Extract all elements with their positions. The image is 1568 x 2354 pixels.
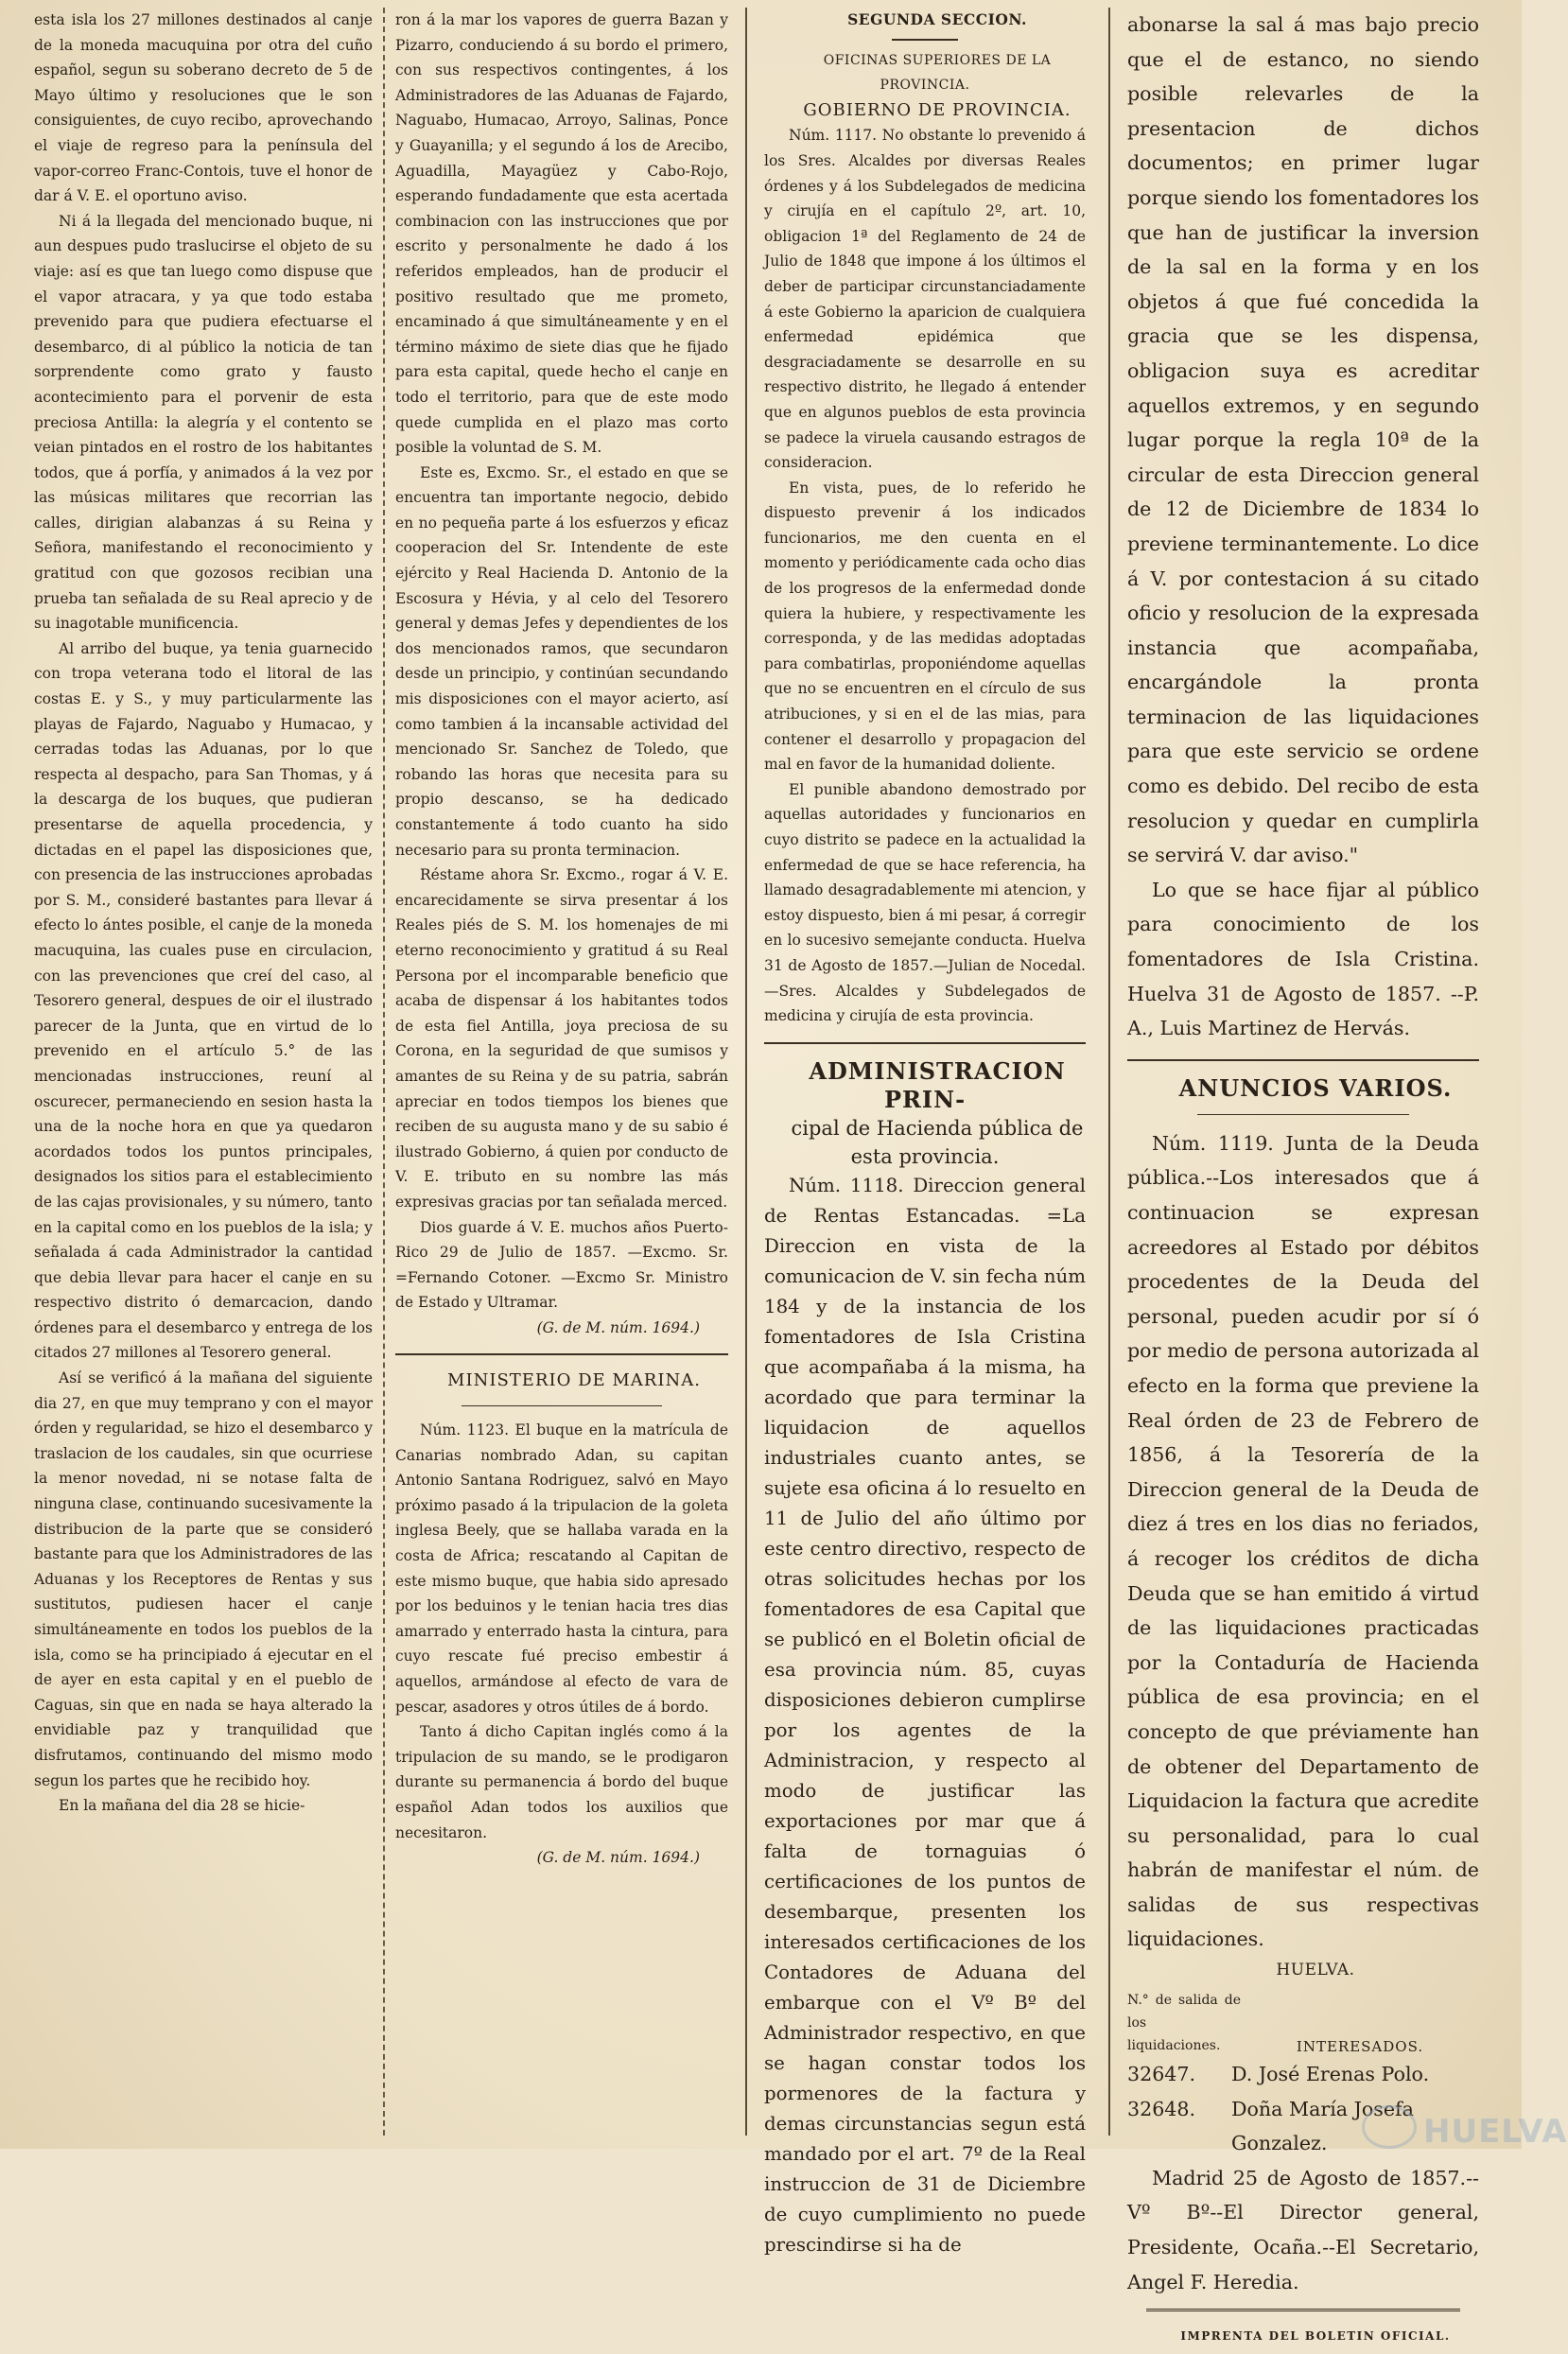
col1-paragraph: En la mañana del dia 28 se hicie- [59,1797,305,1815]
interesado-name: D. José Erenas Polo. [1231,2063,1430,2086]
anuncios-paragraph: Núm. 1119. Junta de la Deuda pública.--Los interesados que á continuacion se expresan acreedores al Estado por débitos procedentes de la Deuda del personal, pueden acudir por sí ó por medio de persona autorizada al efecto en la forma que previene la Real órden de 23 de Febrero de 1856, á la Tesorería de la Direccion general de la Deuda de diez á tres en los dias no feriados, á recoger los créditos de dicha Deuda que se han emitido á virtud de las liquidaciones practicadas por la Contaduría de Hacienda pública de esa provincia; en el concepto de que préviamente han de obtener del Departamento de Liquidacion la factura que acredite su personalidad, para lo cual habrán de manifestar el núm. de salidas de sus respectivas liquidaciones. [1127,1131,1479,1951]
gobierno-heading: GOBIERNO DE PROVINCIA. [803,99,1071,120]
oficinas-subtitle: OFICINAS SUPERIORES DE LA PROVINCIA. [823,52,1052,94]
heading-rule [462,1405,661,1406]
marina-paragraph: Tanto á dicho Capitan inglés como á la tripulacion de su mando, se le prodigaron durante su permanencia á bordo del buque español Adan todos los auxilios que necesitaron. [395,1723,728,1841]
column-2 [395,8,728,2140]
column-1 [34,8,373,2140]
heading-rule [892,39,958,41]
col4-paragraph: abonarse la sal á mas bajo precio que el de estanco, no siendo posible relevarles de la presentacion de dichos documentos; en primer lugar porque siendo los fomentadores los que han de justificar la inversion de la sal en la forma y en los objetos á que fué concedida la gracia que se les dispensa, obligacion suya es acreditar aquellos extremos, y en segundo lugar porque la regla 10ª de la circular de esta Direccion general de 12 de Diciembre de 1834 lo previene terminantemente. Lo dice á V. por contestacion á su citado oficio y resolucion de la expresada instancia que acompañaba, encargándole la pronta terminacion de las liquidaciones para que este servicio se ordene como es debido. Del recibo de esta resolucion y quedar en cumplirla se servirá V. dar aviso." [1127,13,1479,867]
administracion-subheading: cipal de Hacienda pública de esta provincia. [791,1116,1084,1168]
liquidations-table-header [1127,1989,1479,2057]
segunda-seccion-heading: SEGUNDA SECCION. [847,10,1027,28]
col2-paragraph: Dios guarde á V. E. muchos años Puerto-Rico 29 de Julio de 1857. —Excmo. Sr. =Fernando Cotoner. —Excmo Sr. Ministro de Estado y Ultramar. [395,1218,728,1312]
gobierno-paragraph: Núm. 1117. No obstante lo prevenido á los Sres. Alcaldes por diversas Reales órdenes y á los Subdelegados de medicina y cirujía en el capítulo 2º, art. 10, obligacion 1ª del Reglamento de 24 de Julio de 1848 que impone á los últimos el deber de participar circunstanciadamente á este Gobierno la aparicion de cualquiera enfermedad epidémica que desgraciadamente se desarrolle en su respectivo distrito, he llegado á entender que en algunos pueblos de esta provincia se padece la viruela causando estragos de consideracion. [764,127,1086,472]
watermark-seal-icon [1362,2105,1417,2149]
interesados-column-heading: INTERESADOS. [1296,2038,1424,2056]
col1-paragraph: Al arribo del buque, ya tenia guarnecido con tropa veterana todo el litoral de las costas E. y S., y muy particularmente las playas de Fajardo, Naguabo y Humacao, y cerradas todas las Aduanas, por lo que respecta al despacho, para San Thomas, y á la descarga de los buques, que pudieran presentarse de aquella procedencia, y dictadas en el papel las disposiciones que, con presencia de las instrucciones aprobadas por S. M., consideré bastantes para llevar á efecto lo ántes posible, el canje de la moneda macuquina, las cuales puse en circulacion, con las prevenciones que creí del caso, al Tesorero general, despues de oir el ilustrado parecer de la Junta, que en virtud de lo prevenido en el artículo 5.° de las mencionadas instrucciones, reuní al oscurecer, permaneciendo en sesion hasta la una de la noche hora en que ya quedaron acordados todos los puntos principales, designados los sitios para el establecimiento de las cajas provisionales, y su número, tanto en la capital como en los pueblos de la isla; y señalada á cada Administrador la cantidad que debia llevar para hacer el canje en su respectivo distrito ó demarcacion, dando órdenes para el desembarco y entrega de los citados 27 millones al Tesorero general. [34,639,373,1362]
imprenta-footer: IMPRENTA DEL BOLETIN OFICIAL. [1180,2329,1451,2344]
salida-number: 32648. [1127,2097,1196,2120]
column-divider [745,8,747,2136]
huelva-label: HUELVA. [1276,1961,1355,1980]
salidas-column-heading: N.° de salida de los liquidaciones. [1127,1993,1241,2054]
section-rule [395,1353,728,1355]
section-rule [1127,1059,1479,1061]
gobierno-paragraph: El punible abandono demostrado por aquellas autoridades y funcionarios en cuyo distrito se padece en la actualidad la enfermedad de que se hace referencia, ha llamado desagradablemente mi atencion, y estoy dispuesto, bien á mi pesar, á corregir en lo sucesivo semejante conducta. Huelva 31 de Agosto de 1857.—Julian de Nocedal.—Sres. Alcaldes y Subdelegados de medicina y cirujía de esta provincia. [764,780,1086,1025]
watermark-text: HUELVA [1423,2113,1568,2151]
col4-paragraph: Lo que se hace fijar al público para conocimiento de los fomentadores de Isla Cristina. Huelva 31 de Agosto de 1857. --P. A., Luis Martinez de Hervás. [1127,878,1479,1040]
gazette-reference: (G. de M. núm. 1694.) [536,1318,700,1336]
gobierno-paragraph: En vista, pues, de lo referido he dispuesto prevenir á los indicados funcionarios, me den cuenta en el momento y periódicamente cada ocho dias de los progresos de la enfermedad donde quiera la hubiere, y respectivamente les corresponda, y de las medidas adoptadas para combatirlas, proponiéndome aquellas que no se encuentren en el círculo de sus atribuciones, y si en el de las mias, para contener el desarrollo y propagacion del mal en favor de la humanidad doliente. [764,479,1086,774]
footer-rule [1146,2309,1460,2311]
table-row [1127,2057,1479,2092]
col1-paragraph: esta isla los 27 millones destinados al canje de la moneda macuquina por otra del cuño español, segun su soberano decreto de 5 de Mayo último y resoluciones que le son consiguientes, de cuyo recibo, aprovechando el viaje de regreso para la península del vapor-correo Franc-Contois, tuve el honor de dar á V. E. el oportuno aviso. [34,11,373,205]
column-divider [383,8,385,2136]
column-3 [764,8,1086,2256]
marina-paragraph: Núm. 1123. El buque en la matrícula de Canarias nombrado Adan, su capitan Antonio Santana Rodriguez, salvó en Mayo próximo pasado á la tripulacion de la goleta inglesa Beely, que se hallaba varada en la costa de Africa; rescatando al Capitan de este mismo buque, que habia sido apresado por los beduinos y le tenian hacia tres dias amarrado y enterrado hasta la cintura, para cuyo rescate fué preciso embestir á aquellos, armándose al efecto de vara de pescar, asadores y otros útiles de á bordo. [395,1421,728,1716]
administracion-heading: ADMINISTRACION PRIN- [809,1056,1066,1113]
anuncios-heading: ANUNCIOS VARIOS. [1178,1073,1453,1102]
col2-paragraph: ron á la mar los vapores de guerra Bazan y Pizarro, conduciendo á su bordo el primero, con sus respectivos contingentes, á los Administradores de las Aduanas de Fajardo, Naguabo, Humacao, Arroyo, Salinas, Ponce y Guayanilla; y el segundo á los de Arecibo, Aguadilla, Mayagüez y Cabo-Rojo, esperando fundadamente que esta acertada combinacion con las instrucciones que por escrito y personalmente he dado á los referidos empleados, han de producir el positivo resultado que me prometo, encaminado á que simultáneamente y en el término máximo de siete dias que he fijado para esta capital, quede hecho el canje en todo el territorio, para que de este modo quede cumplida en el plazo mas corto posible la voluntad de S. M. [395,11,728,457]
interesado-name: Doña María Josefa Gonzalez. [1231,2097,1414,2155]
col2-paragraph: Réstame ahora Sr. Excmo., rogar á V. E. encarecidamente se sirva presentar á los Reales piés de S. M. los homenajes de mi eterno reconocimiento y gratitud á su Real Persona por el incomparable beneficio que acaba de dispensar á los habitantes todos de esta fiel Antilla, joya preciosa de su Corona, en la seguridad de que sumisos y amantes de su Reina y de su patria, sabrán apreciar en todos tiempos los bienes que reciben de su augusta mano y de su sabio é ilustrado Gobierno, á quien por conducto de V. E. tributo en su nombre las más expresivas gracias por tan señalada merced. [395,866,728,1211]
heading-rule [1197,1114,1408,1115]
section-rule [764,1042,1086,1044]
closing-paragraph: Madrid 25 de Agosto de 1857.--Vº Bº--El Director general, Presidente, Ocaña.--El Secretario, Angel F. Heredia. [1127,2166,1479,2293]
administracion-paragraph: Núm. 1118. Direccion general de Rentas Estancadas. =La Direccion en vista de la comunicacion de V. sin fecha núm 184 y de la instancia de los fomentadores de Isla Cristina que acompañaba á la misma, ha acordado que para terminar la liquidacion de aquellos industriales cuanto antes, se sujete esa oficina á lo resuelto en 11 de Julio del año último por este centro directivo, respecto de otras solicitudes hechas por los fomentadores de esa Capital que se publicó en el Boletin oficial de esa provincia núm. 85, cuyas disposiciones debieron cumplirse por los agentes de la Administracion, y respecto al modo de justificar las exportaciones por mar que á falta de tornaguias ó certificaciones de los puntos de desembarque, presenten los interesados certificaciones de los Contadores de Aduana del embarque con el Vº Bº del Administrador respectivo, en que se hagan constar todos los pormenores de la factura y demas circunstancias segun está mandado por el art. 7º de la Real instruccion de 31 de Diciembre de cuyo cumplimiento no puede prescindirse si ha de [764,1174,1086,2256]
ministerio-marina-heading: MINISTERIO DE MARINA. [447,1370,701,1391]
salida-number: 32647. [1127,2063,1196,2086]
col1-paragraph: Ni á la llegada del mencionado buque, ni aun despues pudo traslucirse el objeto de su viaje: así es que tan luego como dispuse que el vapor atracara, y ya que todo estaba prevenido para que pudiera efectuarse el desembarco, di al público la noticia de tan sorprendente como grato y fausto acontecimiento para el porvenir de esta preciosa Antilla: la alegría y el contento se veian pintados en el rostro de los habitantes todos, que á porfía, y animados á la vez por las músicas militares que recorrian las calles, dirigian alabanzas á su Reina y Señora, manifestando el reconocimiento y gratitud con que gozosos recibian una prueba tan señalada de su Real aprecio y de su inagotable munificencia. [34,212,373,633]
column-divider [1108,8,1110,2136]
gazette-reference: (G. de M. núm. 1694.) [536,1849,700,1867]
col2-paragraph: Este es, Excmo. Sr., el estado en que se encuentra tan importante negocio, debido en no pequeña parte á los esfuerzos y eficaz cooperacion del Sr. Intendente de este ejército y Real Hacienda D. Antonio de la Escosura y Hévia, y al celo del Tesorero general y demas Jefes y dependientes de los dos mencionados ramos, que secundaron desde un principio, y continúan secundando mis disposiciones con el mayor acierto, así como tambien á la incansable actividad del mencionado Sr. Sanchez de Toledo, que robando las horas que necesita para su propio descanso, se ha dedicado constantemente á todo cuanto ha sido necesario para su pronta terminacion. [395,463,728,859]
column-4 [1127,8,1479,2344]
col1-paragraph: Así se verificó á la mañana del siguiente dia 27, en que muy temprano y con el mayor órden y regularidad, se hizo el desembarco y traslacion de los caudales, sin que ocurriese la menor novedad, ni se notase falta de ninguna clase, continuando sucesivamente la distribucion de la parte que se consideró bastante para que los Administradores de las Aduanas y los Receptores de Rentas y sus sustitutos, pudiesen hacer el canje simultáneamente en todos los pueblos de la isla, como se ha principiado á ejecutar en el de ayer en esta capital y en el pueblo de Caguas, sin que en nada se haya alterado la envidiable paz y tranquilidad que disfrutamos, continuando del mismo modo segun los partes que he recibido hoy. [34,1369,373,1789]
